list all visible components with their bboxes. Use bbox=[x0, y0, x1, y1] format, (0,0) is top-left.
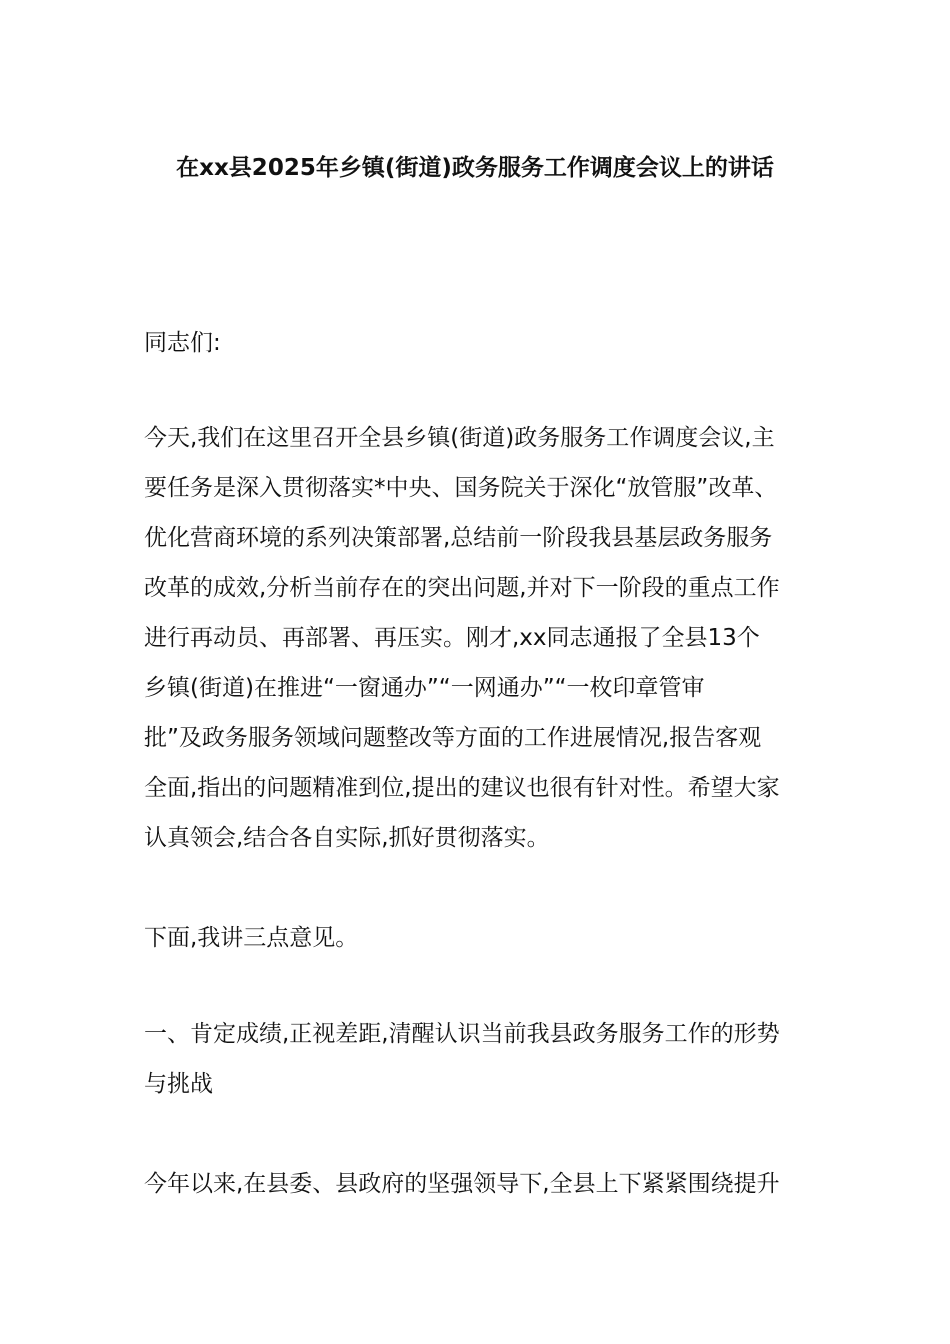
paragraph-line: 批”及政务服务领域问题整改等方面的工作进展情况,报告客观 bbox=[144, 725, 762, 751]
document-title: 在xx县2025年乡镇(街道)政务服务工作调度会议上的讲话 bbox=[176, 155, 774, 181]
paragraph-line: 优化营商环境的系列决策部署,总结前一阶段我县基层政务服务 bbox=[144, 525, 773, 551]
paragraph-line: 认真领会,结合各自实际,抓好贯彻落实。 bbox=[144, 825, 550, 851]
salutation-line: 同志们: bbox=[144, 330, 221, 356]
heading-line: 与挑战 bbox=[144, 1071, 213, 1097]
heading-line: 一、肯定成绩,正视差距,清醒认识当前我县政务服务工作的形势 bbox=[144, 1021, 780, 1047]
paragraph-line: 全面,指出的问题精准到位,提出的建议也很有针对性。希望大家 bbox=[144, 775, 780, 801]
paragraph-line: 要任务是深入贯彻落实*中央、国务院关于深化“放管服”改革、 bbox=[144, 475, 778, 501]
section-1-heading bbox=[144, 1009, 816, 1109]
paragraph-line: 改革的成效,分析当前存在的突出问题,并对下一阶段的重点工作 bbox=[144, 575, 780, 601]
transition-paragraph bbox=[144, 913, 816, 963]
salutation bbox=[144, 318, 816, 368]
paragraph-line: 今天,我们在这里召开全县乡镇(街道)政务服务工作调度会议,主 bbox=[144, 425, 775, 451]
paragraph-line: 乡镇(街道)在推进“一窗通办”“一网通办”“一枚印章管审 bbox=[144, 675, 705, 701]
opening-paragraph bbox=[144, 413, 816, 863]
paragraph-line: 进行再动员、再部署、再压实。刚才,xx同志通报了全县13个 bbox=[144, 625, 760, 651]
paragraph-line: 今年以来,在县委、县政府的坚强领导下,全县上下紧紧围绕提升 bbox=[144, 1171, 780, 1197]
paragraph-line: 下面,我讲三点意见。 bbox=[144, 925, 359, 951]
section-1-paragraph bbox=[144, 1159, 816, 1209]
